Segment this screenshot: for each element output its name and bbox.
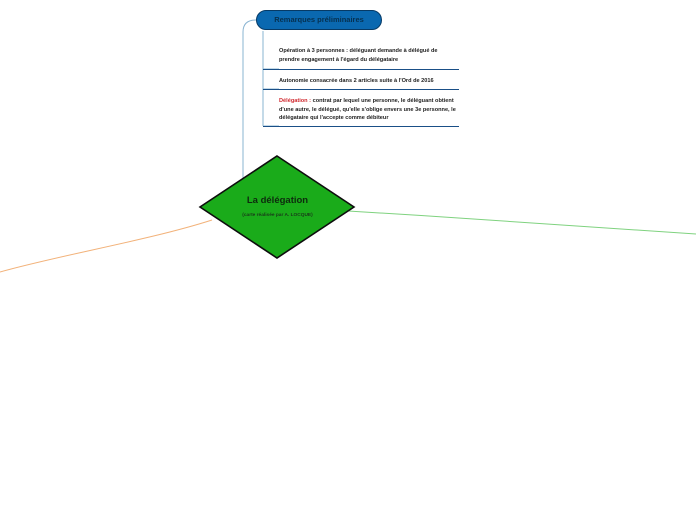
branch-right-connector	[348, 211, 696, 234]
note-autonomie[interactable]: Autonomie consacrée dans 2 articles suite à l'Ord de 2016	[279, 78, 434, 84]
note-underline	[263, 126, 459, 127]
subtopic-tree-lines	[263, 31, 279, 126]
central-topic-subtitle: (carte réalisée par A. LOCQUE)	[242, 213, 313, 218]
central-topic-title: La délégation	[246, 195, 309, 206]
branch-left-connector	[0, 220, 212, 272]
note-underline	[263, 89, 459, 90]
branch-top-connector	[243, 20, 256, 178]
topic-remarques-preliminaires[interactable]: Remarques préliminaires	[256, 10, 382, 30]
note-keyword: Délégation :	[279, 98, 313, 104]
note-definition-delegation[interactable]	[279, 97, 459, 123]
central-topic-diamond[interactable]	[200, 156, 354, 258]
note-operation-3-personnes[interactable]: Opération à 3 personnes : déléguant demande à délégué de prendre engagement à l'égard du délégataire	[279, 48, 438, 63]
note-underline	[263, 69, 459, 70]
note-definition-text: contrat par lequel une personne, le déléguant obtient d'une autre, le délégué, qu'elle s'oblige envers une 3e personne, le délégataire qui l'accepte comme débiteur	[279, 98, 456, 122]
